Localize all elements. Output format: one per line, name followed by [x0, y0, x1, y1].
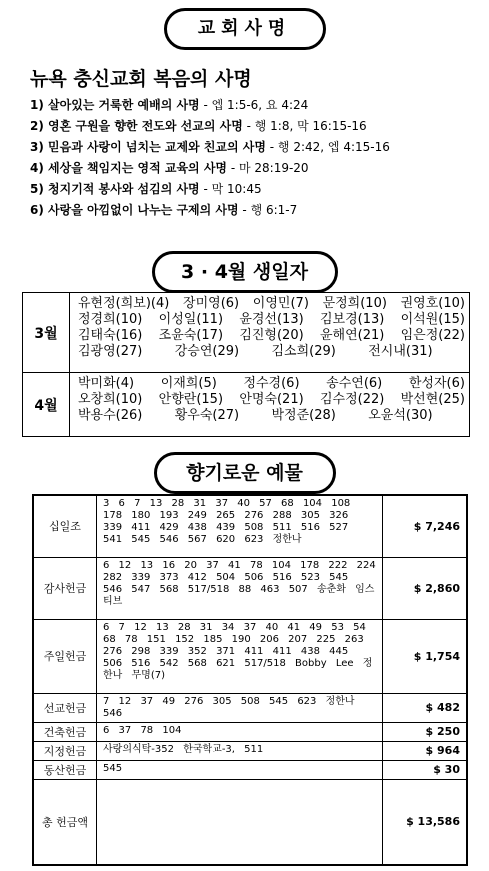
offering-numbers: 545	[97, 760, 383, 779]
birthday-name: 안향란(15)	[158, 392, 224, 407]
section-title-mission: 교회사명	[164, 8, 326, 50]
birthday-name: 황우숙(27)	[174, 408, 240, 423]
offering-amount: $ 30	[383, 760, 468, 779]
birthday-name: 윤경선(13)	[239, 312, 304, 327]
birthday-row	[70, 392, 469, 408]
birthday-name: 김진형(20)	[239, 328, 304, 343]
offering-amount: $ 482	[383, 693, 468, 722]
offering-table	[32, 494, 468, 866]
offering-amount: $ 2,860	[383, 557, 468, 619]
offering-amount: $ 7,246	[383, 495, 468, 557]
birthday-name: 전시내(31)	[368, 344, 433, 359]
offering-row	[33, 693, 467, 722]
mission-item	[30, 118, 480, 139]
april-names	[70, 373, 470, 437]
birthday-name: 박선현(25)	[400, 392, 465, 407]
birthday-name: 문정희(10)	[322, 296, 387, 311]
birthday-name: 박용수(26)	[78, 408, 143, 423]
offering-numbers: 사랑의식탁-352 한국학교-3, 511	[97, 741, 383, 760]
offering-numbers: 6 12 13 16 20 37 41 78 104 178 222 224 282 339 373 412 504 506 516 523 545 546 547 568 517/518 88 463 507 송춘화 임스티브	[97, 557, 383, 619]
mission-heading: 뉴욕 충신교회 복음의 사명	[30, 68, 252, 90]
offering-row	[33, 722, 467, 741]
offering-label: 지정헌금	[33, 741, 97, 760]
month-label-april: 4월	[23, 373, 70, 437]
birthday-name: 이석원(15)	[400, 312, 465, 327]
offering-amount: $ 1,754	[383, 619, 468, 693]
mission-block	[30, 64, 480, 223]
offering-numbers: 6 37 78 104	[97, 722, 383, 741]
mission-item	[30, 139, 480, 160]
birthday-row	[70, 328, 469, 344]
birthday-name: 유현정(희보)(4)	[78, 296, 170, 311]
offering-row	[33, 619, 467, 693]
mission-text: 1) 살아있는 거룩한 예배의 사명	[30, 98, 200, 112]
mission-ref: - 엡 1:5-6, 요 4:24	[199, 98, 309, 112]
mission-text: 6) 사랑을 아낌없이 나누는 구제의 사명	[30, 203, 239, 217]
mission-text: 3) 믿음과 사랑이 넘치는 교제와 친교의 사명	[30, 140, 266, 154]
birthday-name: 김태숙(16)	[78, 328, 143, 343]
mission-ref: - 마 28:19-20	[227, 161, 309, 175]
month-label-march: 3월	[23, 293, 70, 373]
birthday-name: 송수연(6)	[326, 376, 383, 391]
birthday-name: 조윤숙(17)	[158, 328, 224, 343]
birthday-name: 임은정(22)	[400, 328, 465, 343]
section-title-birthdays: 3 · 4월 생일자	[152, 251, 338, 293]
offering-total-row	[33, 779, 467, 865]
birthday-name: 오창희(10)	[78, 392, 143, 407]
offering-amount: $ 250	[383, 722, 468, 741]
mission-ref: - 행 2:42, 엡 4:15-16	[265, 140, 390, 154]
birthday-name: 장미영(6)	[183, 296, 240, 311]
birthday-name: 한성자(6)	[408, 376, 465, 391]
offering-row	[33, 495, 467, 557]
mission-ref: - 막 10:45	[199, 182, 262, 196]
offering-row	[33, 760, 467, 779]
birthday-name: 김소희(29)	[271, 344, 336, 359]
mission-ref: - 행 6:1-7	[238, 203, 298, 217]
birthday-name: 박정준(28)	[271, 408, 336, 423]
birthday-row	[70, 312, 469, 328]
birthday-row	[70, 296, 469, 312]
offering-numbers: 6 7 12 13 28 31 34 37 40 41 49 53 54 68 78 151 152 185 190 206 207 225 263 276 298 339 352 371 411 411 438 445 506 516 542 568 621 517/518 Bobby Lee 정한나 무명(7)	[97, 619, 383, 693]
birthday-row	[70, 376, 469, 392]
birthday-name: 권영호(10)	[400, 296, 465, 311]
mission-item	[30, 160, 480, 181]
march-names	[70, 293, 470, 373]
birthday-name: 김보경(13)	[319, 312, 385, 327]
offering-numbers	[97, 779, 383, 865]
birthday-name: 김광영(27)	[78, 344, 143, 359]
birthday-name: 안명숙(21)	[239, 392, 304, 407]
offering-label: 십일조	[33, 495, 97, 557]
birthday-table	[22, 292, 470, 437]
offering-row	[33, 557, 467, 619]
birthday-name: 정경희(10)	[78, 312, 143, 327]
birthday-name: 이성일(11)	[158, 312, 224, 327]
birthday-name: 이재희(5)	[160, 376, 217, 391]
offering-label: 주일헌금	[33, 619, 97, 693]
offering-numbers: 3 6 7 13 28 31 37 40 57 68 104 108 178 180 193 249 265 276 288 305 326 339 411 429 438 439 508 511 516 527 541 545 546 567 620 623 정한나	[97, 495, 383, 557]
birthday-name: 박미화(4)	[78, 376, 135, 391]
mission-text: 4) 세상을 책임지는 영적 교육의 사명	[30, 161, 228, 175]
mission-ref: - 행 1:8, 막 16:15-16	[242, 119, 367, 133]
offering-numbers: 7 12 37 49 276 305 508 545 623 정한나 546	[97, 693, 383, 722]
offering-row	[33, 741, 467, 760]
birthday-name: 이영민(7)	[252, 296, 309, 311]
mission-item	[30, 202, 480, 223]
birthday-name: 정수경(6)	[243, 376, 300, 391]
offering-label: 감사헌금	[33, 557, 97, 619]
offering-label: 선교헌금	[33, 693, 97, 722]
offering-amount: $ 964	[383, 741, 468, 760]
birthday-row	[70, 408, 469, 424]
birthday-name: 오윤석(30)	[368, 408, 433, 423]
section-title-offerings: 향기로운 예물	[154, 452, 336, 494]
mission-text: 2) 영혼 구원을 향한 전도와 선교의 사명	[30, 119, 243, 133]
mission-text: 5) 청지기적 봉사와 섬김의 사명	[30, 182, 200, 196]
mission-item	[30, 181, 480, 202]
birthday-name: 김수정(22)	[319, 392, 385, 407]
birthday-name: 강승연(29)	[174, 344, 240, 359]
offering-label: 건축헌금	[33, 722, 97, 741]
offering-label: 동산헌금	[33, 760, 97, 779]
birthday-name: 윤해연(21)	[319, 328, 385, 343]
mission-item	[30, 97, 480, 118]
birthday-row	[70, 344, 469, 360]
offering-total-label: 총 헌금액	[33, 779, 97, 865]
offering-total-amount: $ 13,586	[383, 779, 468, 865]
